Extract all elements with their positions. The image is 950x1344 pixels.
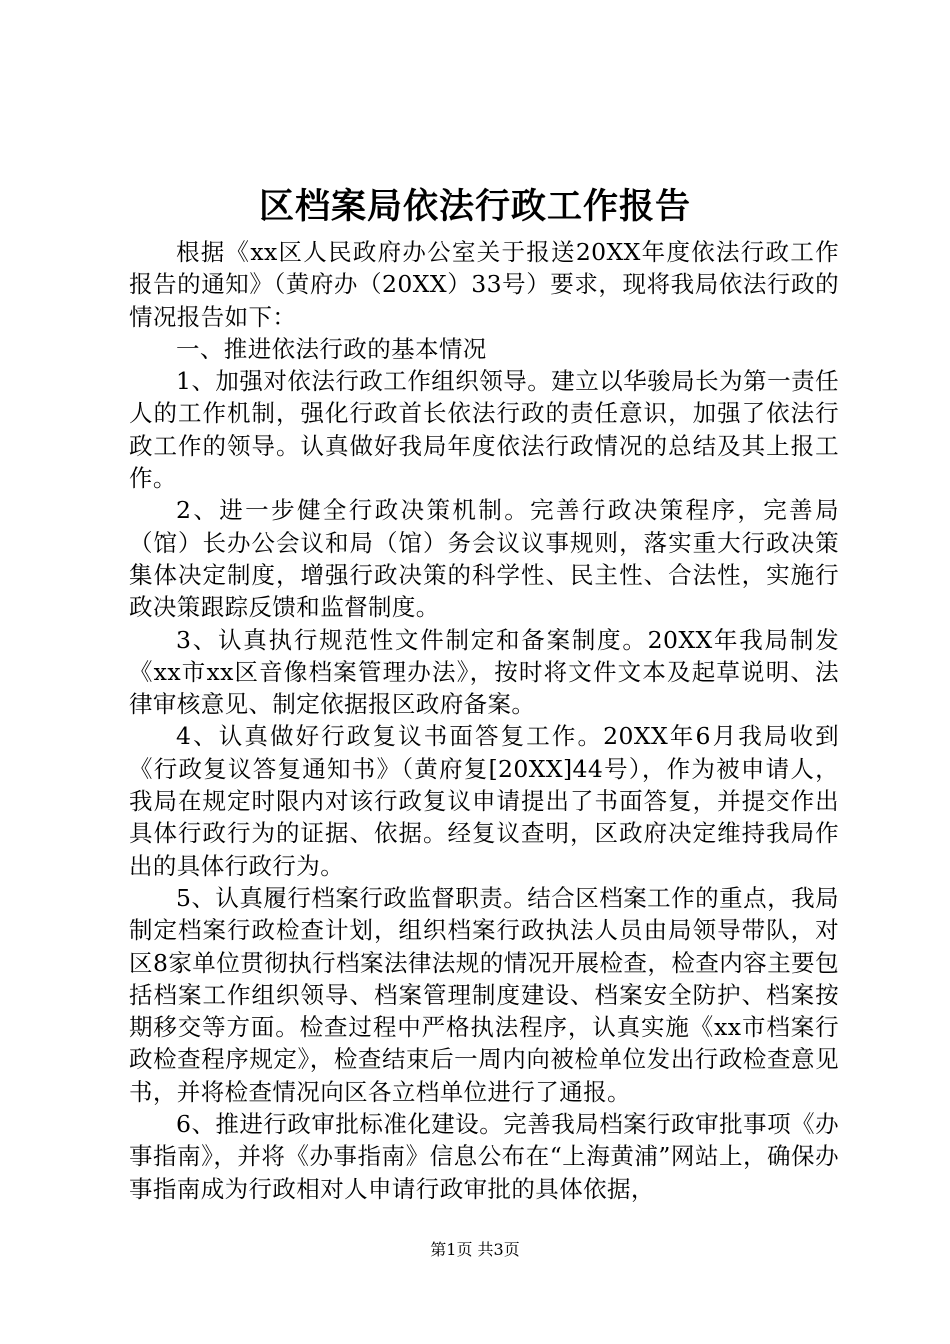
paragraph-2: 2、进一步健全行政决策机制。完善行政决策程序，完善局（馆）长办公会议和局（馆）务会议议事规则，落实重大行政决策集体决定制度，增强行政决策的科学性、民主性、合法性，实施行政决策跟踪反馈和监督制度。 xyxy=(129,496,839,622)
document-body xyxy=(129,236,839,1205)
document-title: 区档案局依法行政工作报告 xyxy=(258,187,691,227)
intro-paragraph: 根据《xx区人民政府办公室关于报送20XX年度依法行政工作报告的通知》（黄府办（20XX）33号）要求，现将我局依法行政的情况报告如下： xyxy=(129,238,839,331)
section-heading: 一、推进依法行政的基本情况 xyxy=(176,334,487,363)
page-footer: 第1页 共3页 xyxy=(430,1240,520,1259)
paragraph-4: 4、认真做好行政复议书面答复工作。20XX年6月我局收到《行政复议答复通知书》（黄府复[20XX]44号），作为被申请人，我局在规定时限内对该行政复议申请提出了书面答复，并提交作出具体行政行为的证据、依据。经复议查明，区政府决定维持我局作出的具体行政行为。 xyxy=(129,722,839,880)
paragraph-3: 3、认真执行规范性文件制定和备案制度。20XX年我局制发《xx市xx区音像档案管理办法》，按时将文件文本及起草说明、法律审核意见、制定依据报区政府备案。 xyxy=(129,625,839,719)
paragraph-1: 1、加强对依法行政工作组织领导。建立以华骏局长为第一责任人的工作机制，强化行政首长依法行政的责任意识，加强了依法行政工作的领导。认真做好我局年度依法行政情况的总结及其上报工作。 xyxy=(129,367,839,493)
paragraph-6: 6、推进行政审批标准化建设。完善我局档案行政审批事项《办事指南》，并将《办事指南》信息公布在“上海黄浦”网站上，确保办事指南成为行政相对人申请行政审批的具体依据， xyxy=(129,1110,839,1203)
paragraph-5: 5、认真履行档案行政监督职责。结合区档案工作的重点，我局制定档案行政检查计划，组织档案行政执法人员由局领导带队，对区8家单位贯彻执行档案法律法规的情况开展检查，检查内容主要包括档案工作组织领导、档案管理制度建设、档案安全防护、档案按期移交等方面。检查过程中严格执法程序，认真实施《xx市档案行政检查程序规定》，检查结束后一周内向被检单位发出行政检查意见书，并将检查情况向区各立档单位进行了通报。 xyxy=(129,883,839,1106)
